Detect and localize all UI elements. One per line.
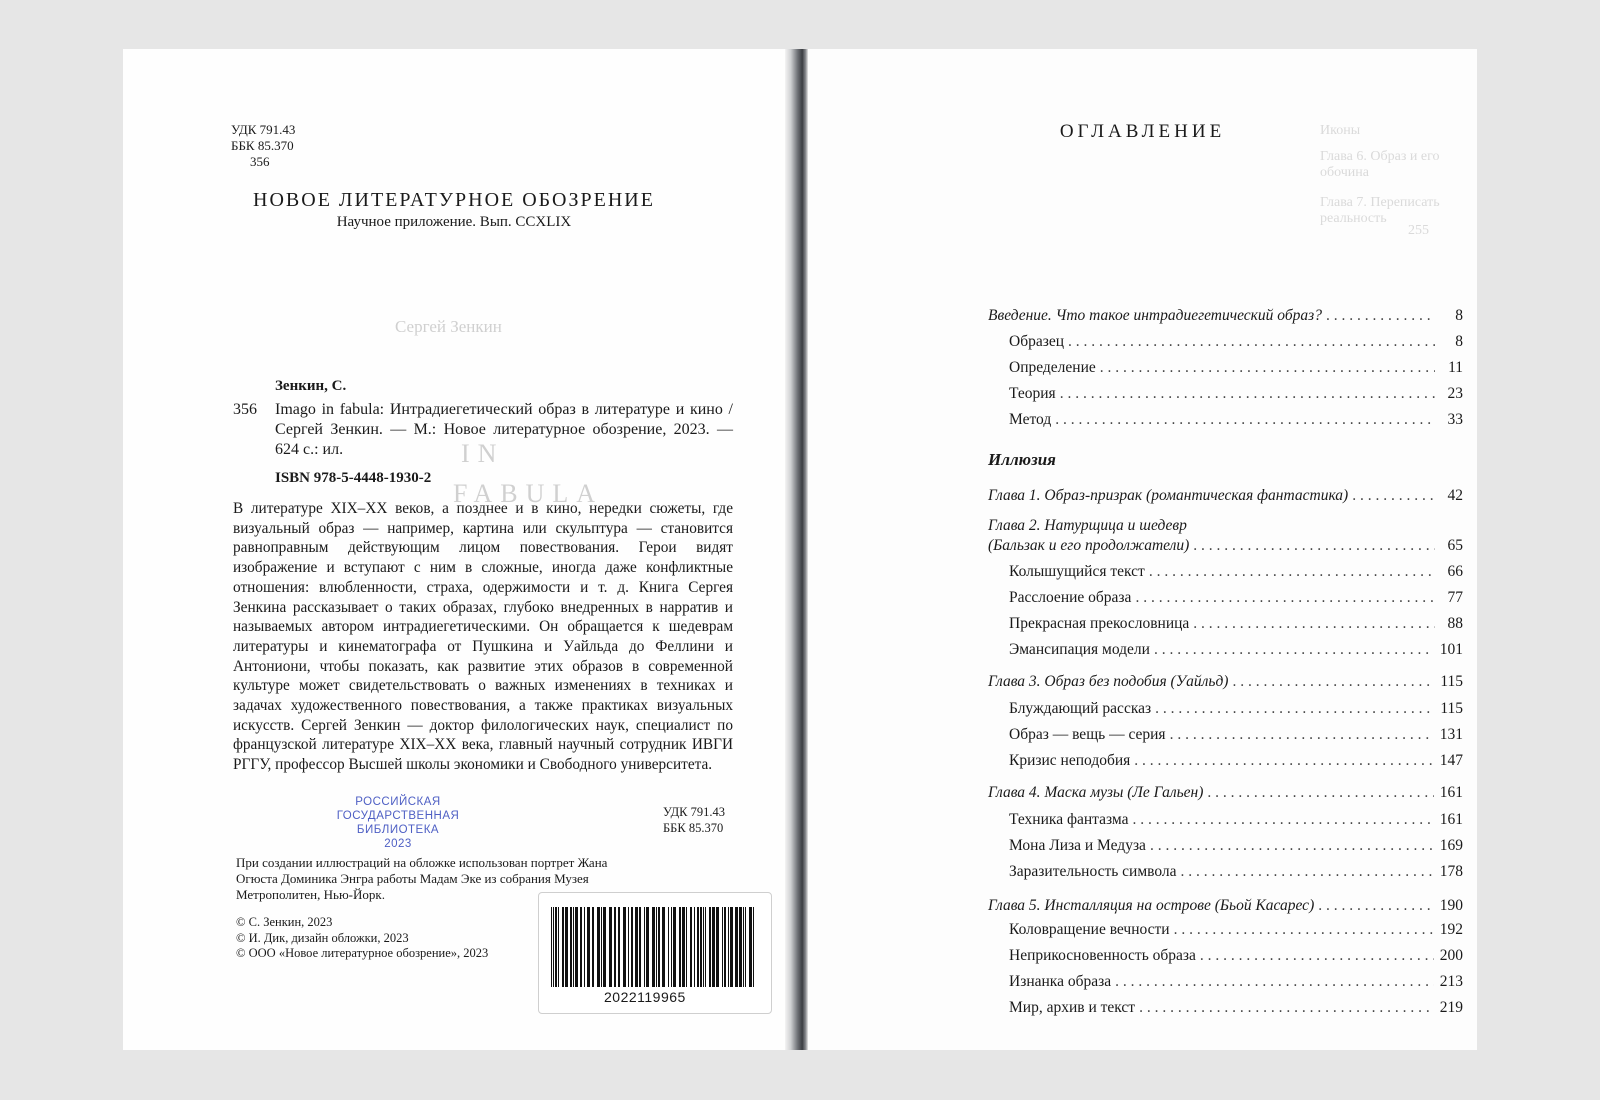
toc-entry-title: Глава 3. Образ без подобия (Уайльд) [988, 673, 1229, 690]
toc-entry-chapter[interactable] [988, 673, 1463, 695]
toc-entry[interactable] [1009, 811, 1463, 833]
toc-entry-title: (Бальзак и его продолжатели) [988, 537, 1190, 554]
toc-entry-chapter[interactable] [988, 487, 1463, 509]
toc-page-number: 115 [1440, 673, 1463, 690]
stamp-line: БИБЛИОТЕКА [356, 824, 440, 836]
stamp-line: ГОСУДАРСТВЕННАЯ [336, 810, 460, 822]
toc-page-number: 42 [1447, 487, 1463, 504]
toc-page-number: 8 [1455, 307, 1463, 324]
toc-entry-title: Коловращение вечности [1009, 921, 1170, 938]
toc-page-number: 77 [1447, 589, 1463, 606]
toc-leader-dots [1100, 359, 1435, 377]
toc-page-number: 23 [1447, 385, 1463, 402]
toc-entry[interactable] [1009, 947, 1463, 969]
toc-page-number: 200 [1439, 947, 1463, 964]
toc-leader-dots [1352, 487, 1435, 505]
toc-entry[interactable] [1009, 563, 1463, 585]
toc-page-number: 88 [1447, 615, 1463, 632]
toc-entry-title: Прекрасная прекословница [1009, 615, 1190, 632]
barcode-number: 2022119965 [604, 989, 686, 1005]
bbk-code: ББК 85.370 [231, 138, 294, 153]
library-stamp [323, 795, 473, 851]
show-through-text: IN [461, 439, 505, 468]
toc-leader-dots [1133, 811, 1434, 829]
author-sign: 356 [250, 154, 270, 169]
barcode-sticker [538, 892, 772, 1014]
toc-entry[interactable] [1009, 752, 1463, 774]
toc-entry-title: Изнанка образа [1009, 973, 1112, 990]
contents-title: ОГЛАВЛЕНИЕ [1059, 121, 1226, 142]
toc-leader-dots [1134, 752, 1433, 770]
toc-page-number: 147 [1439, 752, 1463, 769]
udk-code: УДК 791.43 [663, 805, 725, 819]
isbn: ISBN 978-5-4448-1930-2 [275, 470, 432, 486]
toc-page-number: 161 [1439, 811, 1463, 828]
toc-entry-title: Метод [1009, 411, 1052, 428]
toc-leader-dots [1170, 726, 1434, 744]
bibliographic-record: Imago in fabula: Интрадиегетический образ в литературе и кино / Сергей Зенкин. — М.: Новое литературное обозрение, 2023. — 624 с.: ил. [275, 401, 733, 458]
show-through-text: Глава 6. Образ и его обочина [1320, 149, 1440, 180]
show-through-text: Глава 7. Переписать реальность [1320, 195, 1440, 226]
show-through-text: Сергей Зенкин [395, 317, 502, 336]
barcode-icon [547, 907, 763, 987]
toc-page-number: 192 [1439, 921, 1463, 938]
toc-entry[interactable] [1009, 411, 1463, 433]
author-heading: Зенкин, С. [275, 378, 347, 394]
toc-page-number: 11 [1448, 359, 1463, 376]
toc-page-number: 65 [1447, 537, 1463, 554]
toc-entry-title: Определение [1009, 359, 1096, 376]
toc-entry-title: Образец [1009, 333, 1065, 350]
show-through-text: Иконы [1320, 123, 1361, 138]
series-subtitle: Научное приложение. Вып. CCXLIX [336, 214, 572, 230]
show-through-text: 255 [1408, 223, 1429, 238]
toc-leader-dots [1174, 921, 1434, 939]
toc-leader-dots [1115, 973, 1434, 991]
call-number: 356 [233, 401, 257, 418]
toc-entry[interactable] [1009, 973, 1463, 995]
toc-entry-title: Блуждающий рассказ [1009, 700, 1152, 717]
illustration-note: При создании иллюстраций на обложке использован портрет Жана Огюста Доминика Энгра работы Мадам Эке из собрания Музея Метрополитен, Нью-Йорк. [236, 855, 608, 902]
toc-entry-title: Эмансипация модели [1009, 641, 1150, 658]
toc-page-number: 66 [1447, 563, 1463, 580]
toc-entry-title: Глава 1. Образ-призрак (романтическая фантастика) [988, 487, 1349, 504]
toc-leader-dots [1193, 615, 1435, 633]
series-title: НОВОЕ ЛИТЕРАТУРНОЕ ОБОЗРЕНИЕ [253, 189, 655, 211]
toc-entry[interactable] [1009, 359, 1463, 381]
stamp-line: 2023 [384, 838, 412, 850]
toc-entry[interactable] [1009, 385, 1463, 407]
toc-entry[interactable] [1009, 333, 1463, 355]
toc-page-number: 213 [1439, 973, 1463, 990]
toc-leader-dots [1232, 673, 1434, 691]
series-block [123, 189, 785, 231]
toc-entry-chapter[interactable] [988, 537, 1463, 559]
toc-leader-dots [1193, 537, 1435, 555]
copyright-block [236, 915, 488, 962]
toc-page-number: 8 [1455, 333, 1463, 350]
toc-entry[interactable] [1009, 615, 1463, 637]
toc-entry[interactable] [1009, 700, 1463, 722]
copyright-line: © С. Зенкин, 2023 [236, 915, 333, 929]
toc-entry[interactable] [1009, 726, 1463, 748]
toc-page-number: 101 [1439, 641, 1463, 658]
toc-chapter-title-line: Глава 2. Натурщица и шедевр [988, 517, 1187, 534]
toc-entry-chapter[interactable] [988, 784, 1463, 806]
toc-entry-title: Мир, архив и текст [1009, 999, 1136, 1016]
annotation: В литературе XIX–XX веков, а позднее и в кино, нередки сюжеты, где визуальный образ — например, картина или скульптура — становится равноправным действующим лицом повествования. Герои видят изображение и вступают с ним в сложные, иногда даже конфликтные отношения: влюбленности, страха, одержимости и т. д. Книга Сергея Зенкина рассказывает о таких образах, глубоко внедренных в нарратив и называемых автором интрадиегетическими. Он обращается к шедеврам литературы и кинематографа от Пушкина и Уайльда до Феллини и Антониони, чтобы показать, как развитие этих образов в современной культуре может свидетельствовать о важных изменениях в техниках и задачах художественного повествования, а также практиках визуальных искусств. Сергей Зенкин — доктор филологических наук, специалист по французской литературе XIX–XX века, главный научный сотрудник ИВГИ РГГУ, профессор Высшей школы экономики и Свободного университета. [233, 500, 733, 774]
toc-leader-dots [1149, 563, 1435, 581]
toc-leader-dots [1135, 589, 1435, 607]
toc-page-number: 131 [1439, 726, 1463, 743]
toc-leader-dots [1060, 385, 1435, 403]
toc-entry[interactable] [1009, 863, 1463, 885]
toc-page-number: 190 [1439, 897, 1463, 914]
toc-leader-dots [1139, 999, 1434, 1017]
show-through-text: FABULA [453, 479, 604, 508]
part-title: Иллюзия [988, 450, 1056, 469]
toc-leader-dots [1200, 947, 1434, 965]
toc-entry-title: Заразительность символа [1009, 863, 1177, 880]
toc-leader-dots [1318, 897, 1434, 915]
toc-leader-dots [1068, 333, 1435, 351]
book-spread [123, 49, 1477, 1050]
toc-leader-dots [1154, 641, 1434, 659]
udk-block-bottom [663, 804, 725, 836]
toc-page-number: 161 [1439, 784, 1463, 801]
toc-page-number: 219 [1439, 999, 1463, 1016]
toc-entry-title: Кризис неподобия [1009, 752, 1131, 769]
toc-entry-title: Техника фантазма [1009, 811, 1129, 828]
copyright-line: © ООО «Новое литературное обозрение», 2023 [236, 946, 489, 960]
toc-entry[interactable] [1009, 589, 1463, 611]
toc-entry[interactable] [1009, 999, 1463, 1021]
toc-entry-title: Неприкосновенность образа [1009, 947, 1196, 964]
toc-entry-title: Теория [1009, 385, 1056, 402]
toc-entry-title: Глава 5. Инсталляция на острове (Бьой Касарес) [988, 897, 1315, 914]
toc-page-number: 178 [1439, 863, 1463, 880]
bbk-code: ББК 85.370 [663, 821, 724, 835]
book-gutter [785, 49, 808, 1050]
toc-entry-title: Глава 4. Маска музы (Ле Гальен) [988, 784, 1204, 801]
toc-leader-dots [1207, 784, 1433, 802]
toc-leader-dots [1155, 700, 1434, 718]
stamp-line: РОССИЙСКАЯ [355, 796, 441, 808]
toc-page-number: 169 [1439, 837, 1463, 854]
udk-code: УДК 791.43 [231, 122, 296, 137]
toc-page-number: 115 [1440, 700, 1463, 717]
toc-entry-title: Образ — вещь — серия [1009, 726, 1166, 743]
toc-entry-title: Колышущийся текст [1009, 563, 1145, 580]
toc-page-number: 33 [1447, 411, 1463, 428]
toc-entry-title: Мона Лиза и Медуза [1009, 837, 1146, 854]
copyright-line: © И. Дик, дизайн обложки, 2023 [236, 930, 409, 945]
toc-entry[interactable] [1009, 837, 1463, 859]
toc-entry[interactable] [1009, 641, 1463, 663]
toc-leader-dots [1150, 837, 1434, 855]
udk-block-top [231, 122, 295, 170]
toc-leader-dots [1055, 411, 1435, 429]
toc-entry-title: Введение. Что такое интрадиегетический образ? [988, 307, 1322, 324]
contents-page [808, 49, 1477, 1050]
toc-leader-dots [1326, 307, 1435, 325]
toc-leader-dots [1181, 863, 1434, 881]
imprint-page [123, 49, 785, 1050]
toc-entry[interactable] [1009, 921, 1463, 943]
toc-entry-title: Расслоение образа [1009, 589, 1132, 606]
toc-entry-chapter[interactable] [988, 897, 1463, 919]
toc-entry-intro[interactable] [988, 307, 1463, 329]
